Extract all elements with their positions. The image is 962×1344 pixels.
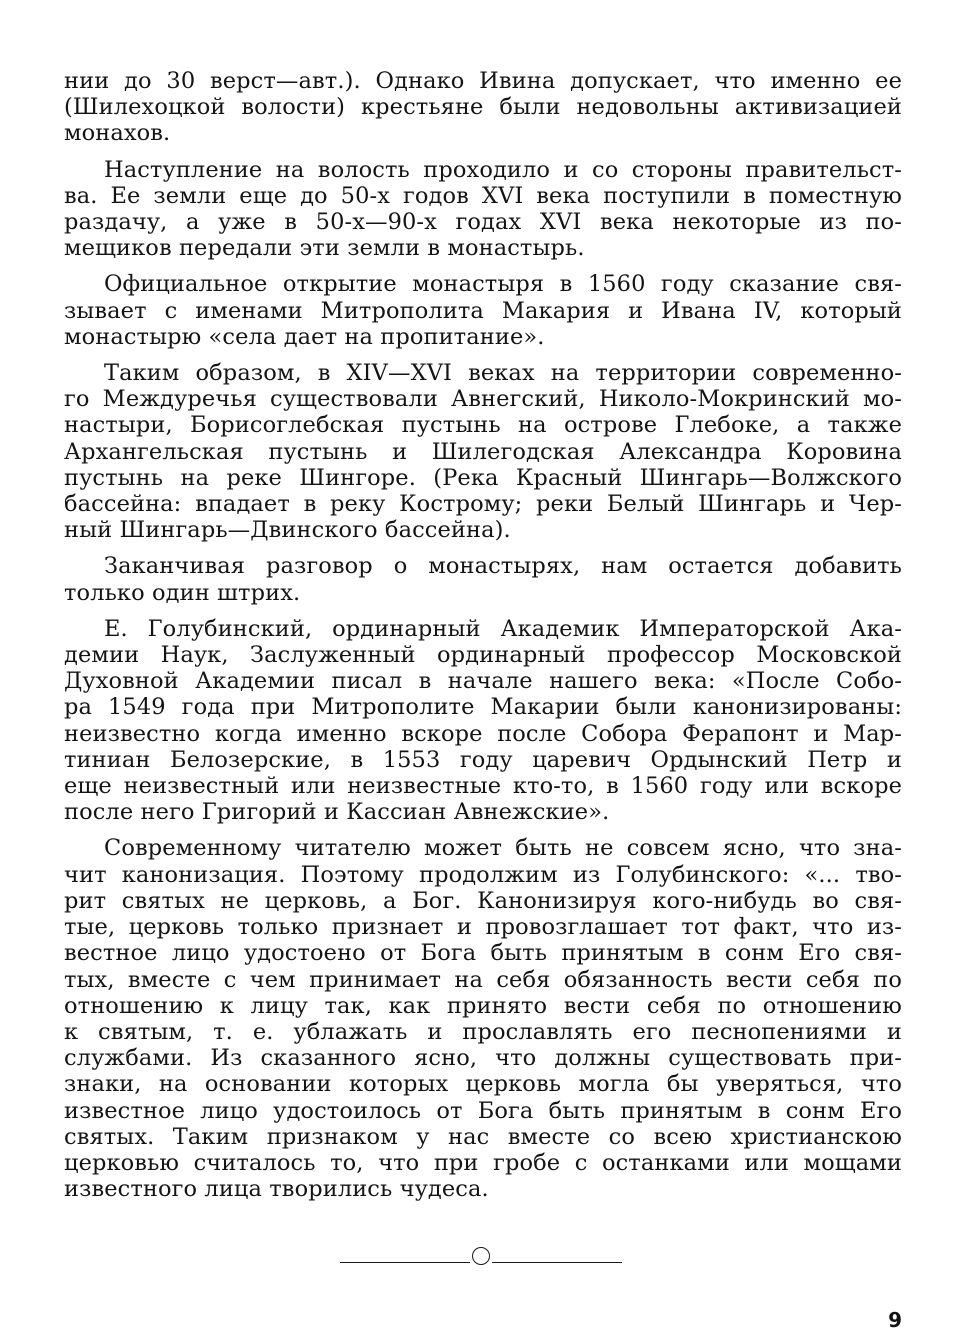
text-line: Е. Голубинский, ординарный Академик Императорской Ака-: [104, 615, 902, 642]
text-line: Современному читателю может быть не совсем ясно, что зна-: [104, 835, 902, 862]
text-line: известного лица творились чудеса.: [64, 1176, 489, 1203]
separator-rule-left: [340, 1262, 470, 1263]
text-line: к святым, т. е. ублажать и прославлять его песнопениями и: [64, 1018, 902, 1045]
paragraph: [64, 835, 902, 1202]
paragraph: [64, 68, 902, 147]
text-line: Наступление на волость проходило и со стороны правительст-: [104, 156, 902, 183]
text-line: только один штрих.: [64, 579, 301, 606]
text-line: тых, вместе с чем принимает на себя обязанность вести себя по: [64, 966, 902, 993]
paragraph: [64, 360, 902, 543]
text-line: еще неизвестный или неизвестные кто-то, в 1560 году или вскоре: [64, 773, 902, 800]
text-line: мещиков передали эти земли в монастырь.: [64, 235, 585, 262]
text-line: ва. Ее земли еще до 50-х годов XVI века поступили в поместную: [64, 182, 902, 209]
text-line: знаки, на основании которых церковь могла бы уверяться, что: [64, 1071, 902, 1098]
text-line: чит канонизация. Поэтому продолжим из Голубинского: «... тво-: [64, 861, 902, 888]
text-line: рит святых не церковь, а Бог. Канонизируя кого-нибудь во свя-: [64, 887, 902, 914]
text-line: монастырю «села дает на пропитание».: [64, 323, 545, 350]
text-line: нии до 30 верст—авт.). Однако Ивина допускает, что именно ее: [64, 68, 902, 94]
paragraph: [64, 616, 902, 826]
text-line: бассейна: впадает в реку Кострому; реки Белый Шингарь и Чер-: [64, 491, 902, 518]
text-line: Заканчивая разговор о монастырях, нам остается добавить: [104, 553, 902, 580]
text-line: ра 1549 года при Митрополите Макарии были канонизированы:: [64, 694, 902, 721]
section-separator: [340, 1244, 622, 1268]
text-line: пустынь на реке Шингоре. (Река Красный Шингарь—Волжского: [64, 464, 902, 491]
text-line: вестное лицо удостоено от Бога быть принятым в сонм Его свя-: [64, 940, 902, 967]
text-line: Духовной Академии писал в начале нашего века: «После Собо-: [64, 668, 902, 695]
text-line: раздачу, а уже в 50-х—90-х годах XVI века некоторые из по-: [64, 209, 902, 236]
text-line: Официальное открытие монастыря в 1560 году сказание свя-: [104, 271, 902, 298]
text-line: монахов.: [64, 120, 171, 147]
text-line: настыри, Борисоглебская пустынь на острове Глебоке, а также: [64, 412, 902, 439]
text-line: тиниан Белозерские, в 1553 году царевич Ордынский Петр и: [64, 746, 902, 773]
text-line: после него Григорий и Кассиан Авнежские».: [64, 799, 610, 826]
text-line: известное лицо удостоилось от Бога быть принятым в сонм Его: [64, 1097, 902, 1124]
paragraph: [64, 157, 902, 262]
separator-circle-icon: [472, 1247, 490, 1265]
text-line: (Шилехоцкой волости) крестьяне были недовольны активизацией: [64, 94, 902, 121]
text-line: неизвестно когда именно вскоре после Собора Ферапонт и Мар-: [64, 720, 902, 747]
paragraph: [64, 553, 902, 605]
separator-rule-right: [492, 1262, 622, 1263]
page-number: 9: [888, 1308, 902, 1332]
text-line: тые, церковь только признает и провозглашает тот факт, что из-: [64, 914, 902, 941]
text-line: церковью считалось то, что при гробе с останками или мощами: [64, 1149, 902, 1176]
text-line: демии Наук, Заслуженный ординарный профессор Московской: [64, 642, 902, 669]
text-line: святых. Таким признаком у нас вместе со всею христианскою: [64, 1123, 902, 1150]
text-line: Таким образом, в XIV—XVI веках на территории современно-: [104, 360, 902, 387]
text-line: го Междуречья существовали Авнегский, Николо-Мокринский мо-: [64, 386, 902, 413]
text-line: службами. Из сказанного ясно, что должны существовать при-: [64, 1045, 902, 1072]
text-line: зывает с именами Митрополита Макария и Ивана IV, который: [64, 297, 902, 324]
text-line: Архангельская пустынь и Шилегодская Александра Коровина: [64, 438, 902, 465]
page-body: [64, 68, 902, 1212]
text-line: отношению к лицу так, как принято вести себя по отношению: [64, 992, 902, 1019]
text-line: ный Шингарь—Двинского бассейна).: [64, 517, 511, 544]
paragraph: [64, 271, 902, 350]
